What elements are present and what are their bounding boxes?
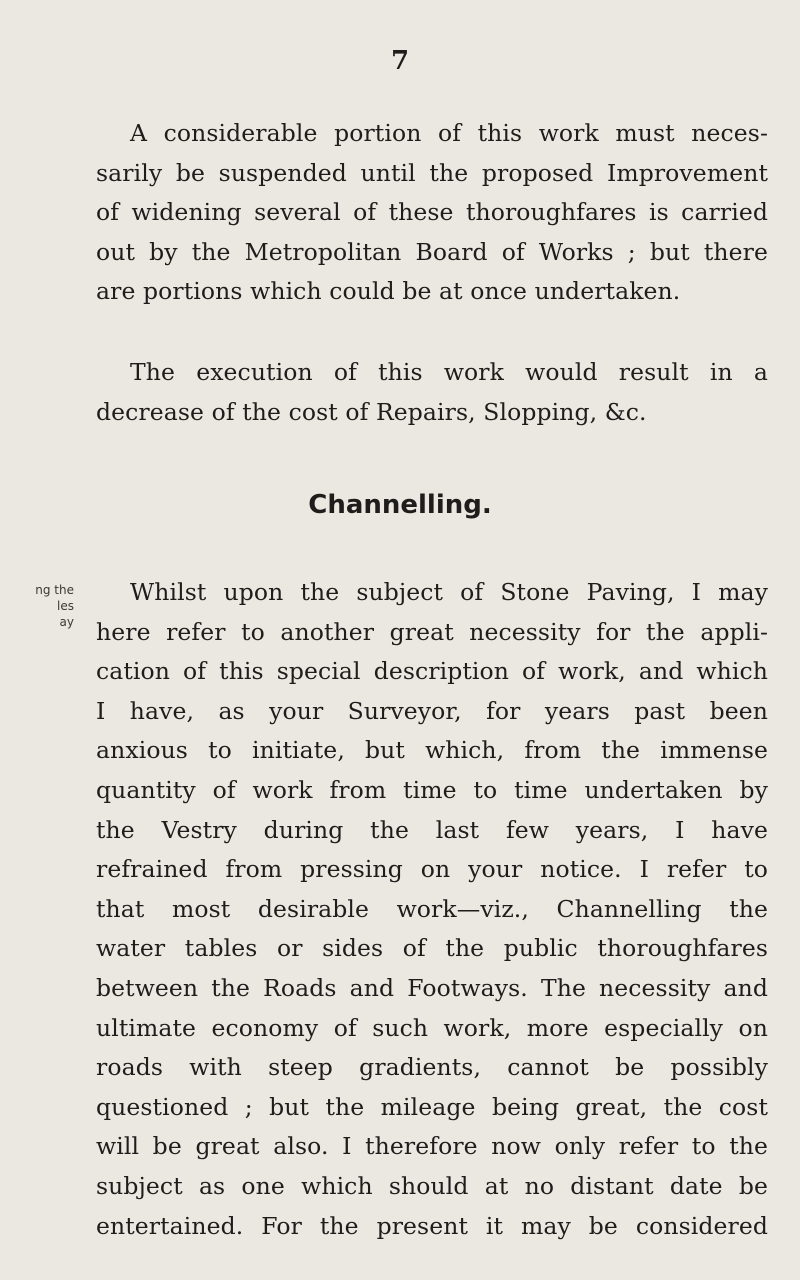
text-line: I have, as your Surveyor, for years past been: [96, 696, 768, 725]
text-line: here refer to another great necessity for the appli-: [96, 617, 768, 646]
paragraph-3: [96, 573, 768, 1246]
margin-note: [2, 582, 74, 630]
text-line: refrained from pressing on your notice. I refer to: [96, 855, 768, 884]
text-line: subject as one which should at no distant date be: [96, 1171, 768, 1200]
paragraph-1: [96, 114, 768, 312]
text-line: will be great also. I therefore now only refer to the: [96, 1132, 768, 1161]
text-line: questioned ; but the mileage being great, the cost: [96, 1092, 768, 1121]
paragraph-2: [96, 353, 768, 432]
text-line: decrease of the cost of Repairs, Slopping, &c.: [96, 397, 647, 426]
text-line: sarily be suspended until the proposed Improvement: [96, 158, 768, 187]
text-line: are portions which could be at once undertaken.: [96, 277, 681, 306]
text-line: anxious to initiate, but which, from the immense: [96, 736, 768, 765]
text-line: cation of this special description of work, and which: [96, 657, 768, 686]
text-line: water tables or sides of the public thoroughfares: [96, 934, 768, 963]
margin-note-line: ng the: [35, 583, 74, 597]
text-line: between the Roads and Footways. The necessity and: [96, 973, 768, 1002]
text-line: entertained. For the present it may be considered: [96, 1211, 768, 1240]
text-line: out by the Metropolitan Board of Works ; but there: [96, 237, 768, 266]
text-line: Whilst upon the subject of Stone Paving, I may: [130, 578, 768, 606]
page-number: 7: [390, 46, 410, 76]
text-line: ultimate economy of such work, more especially on: [96, 1013, 768, 1042]
text-line: quantity of work from time to time undertaken by: [96, 775, 768, 804]
margin-note-line: ay: [59, 615, 74, 629]
text-line: the Vestry during the last few years, I have: [96, 815, 768, 844]
text-line: that most desirable work—viz., Channelling the: [96, 894, 768, 923]
text-line: The execution of this work would result in a: [130, 358, 768, 386]
margin-note-line: les: [57, 599, 74, 613]
section-heading: Channelling.: [308, 490, 492, 520]
text-line: roads with steep gradients, cannot be possibly: [96, 1053, 768, 1082]
text-line: of widening several of these thoroughfares is carried: [96, 198, 768, 227]
text-line: A considerable portion of this work must neces-: [130, 119, 768, 147]
